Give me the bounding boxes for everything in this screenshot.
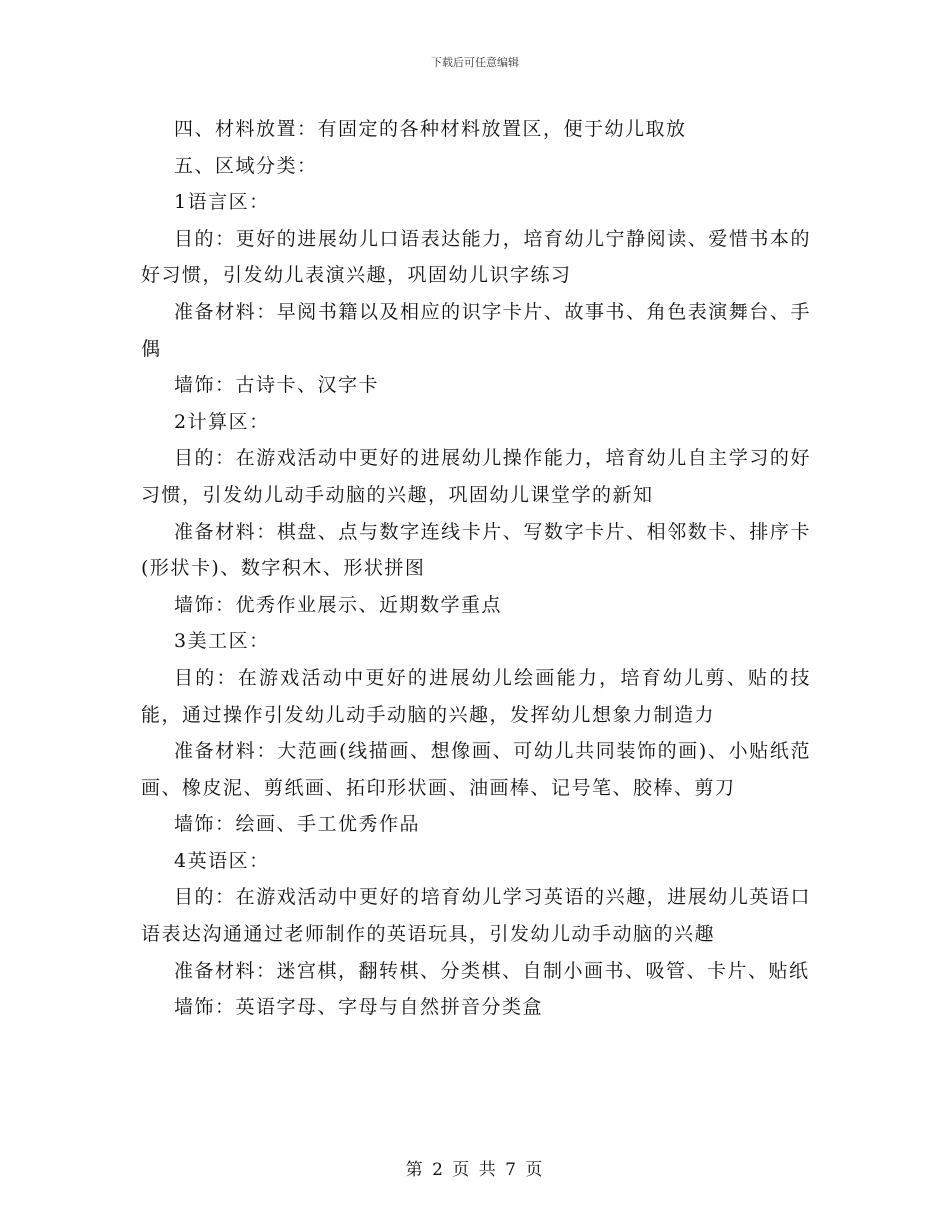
paragraph: 墙饰：优秀作业展示、近期数学重点 [174,593,503,616]
page-footer: 第 2 页 共 7 页 [405,1160,545,1180]
paragraph: 目的：在游戏活动中更好的培育幼儿学习英语的兴趣，进展幼儿英语口语表达沟通通过老师制作的英语玩具，引发幼儿动手动脑的兴趣 [141,886,811,946]
section-heading: 4英语区： [174,849,270,872]
paragraph: 准备材料：棋盘、点与数字连线卡片、写数字卡片、相邻数卡、排序卡(形状卡)、数字积木、形状拼图 [141,520,811,580]
paragraph: 目的：在游戏活动中更好的进展幼儿绘画能力，培育幼儿剪、贴的技能，通过操作引发幼儿动手动脑的兴趣，发挥幼儿想象力制造力 [141,666,811,726]
paragraph: 目的：在游戏活动中更好的进展幼儿操作能力，培育幼儿自主学习的好习惯，引发幼儿动手动脑的兴趣，巩固幼儿课堂学的新知 [141,447,811,506]
paragraph: 墙饰：英语字母、字母与自然拼音分类盒 [174,996,544,1019]
section-heading: 3美工区： [174,630,270,653]
paragraph: 四、材料放置：有固定的各种材料放置区，便于幼儿取放 [174,118,687,140]
section-heading: 2计算区： [174,410,270,433]
paragraph: 准备材料：早阅书籍以及相应的识字卡片、故事书、角色表演舞台、手偶 [141,300,811,360]
paragraph: 五、区域分类： [174,154,318,177]
paragraph: 墙饰：古诗卡、汉字卡 [174,374,380,397]
paragraph: 目的：更好的进展幼儿口语表达能力，培育幼儿宁静阅读、爱惜书本的好习惯，引发幼儿表演兴趣，巩固幼儿识字练习 [141,227,811,287]
paragraph: 准备材料：迷宫棋，翻转棋、分类棋、自制小画书、吸管、卡片、贴纸 [174,959,810,982]
paragraph: 墙饰：绘画、手工优秀作品 [174,813,421,836]
paragraph: 准备材料：大范画(线描画、想像画、可幼儿共同装饰的画)、小贴纸范画、橡皮泥、剪纸画、拓印形状画、油画棒、记号笔、胶棒、剪刀 [141,740,811,799]
document-body [141,111,811,1026]
page-header: 下载后可任意编辑 [431,56,519,69]
section-heading: 1语言区： [174,191,270,214]
